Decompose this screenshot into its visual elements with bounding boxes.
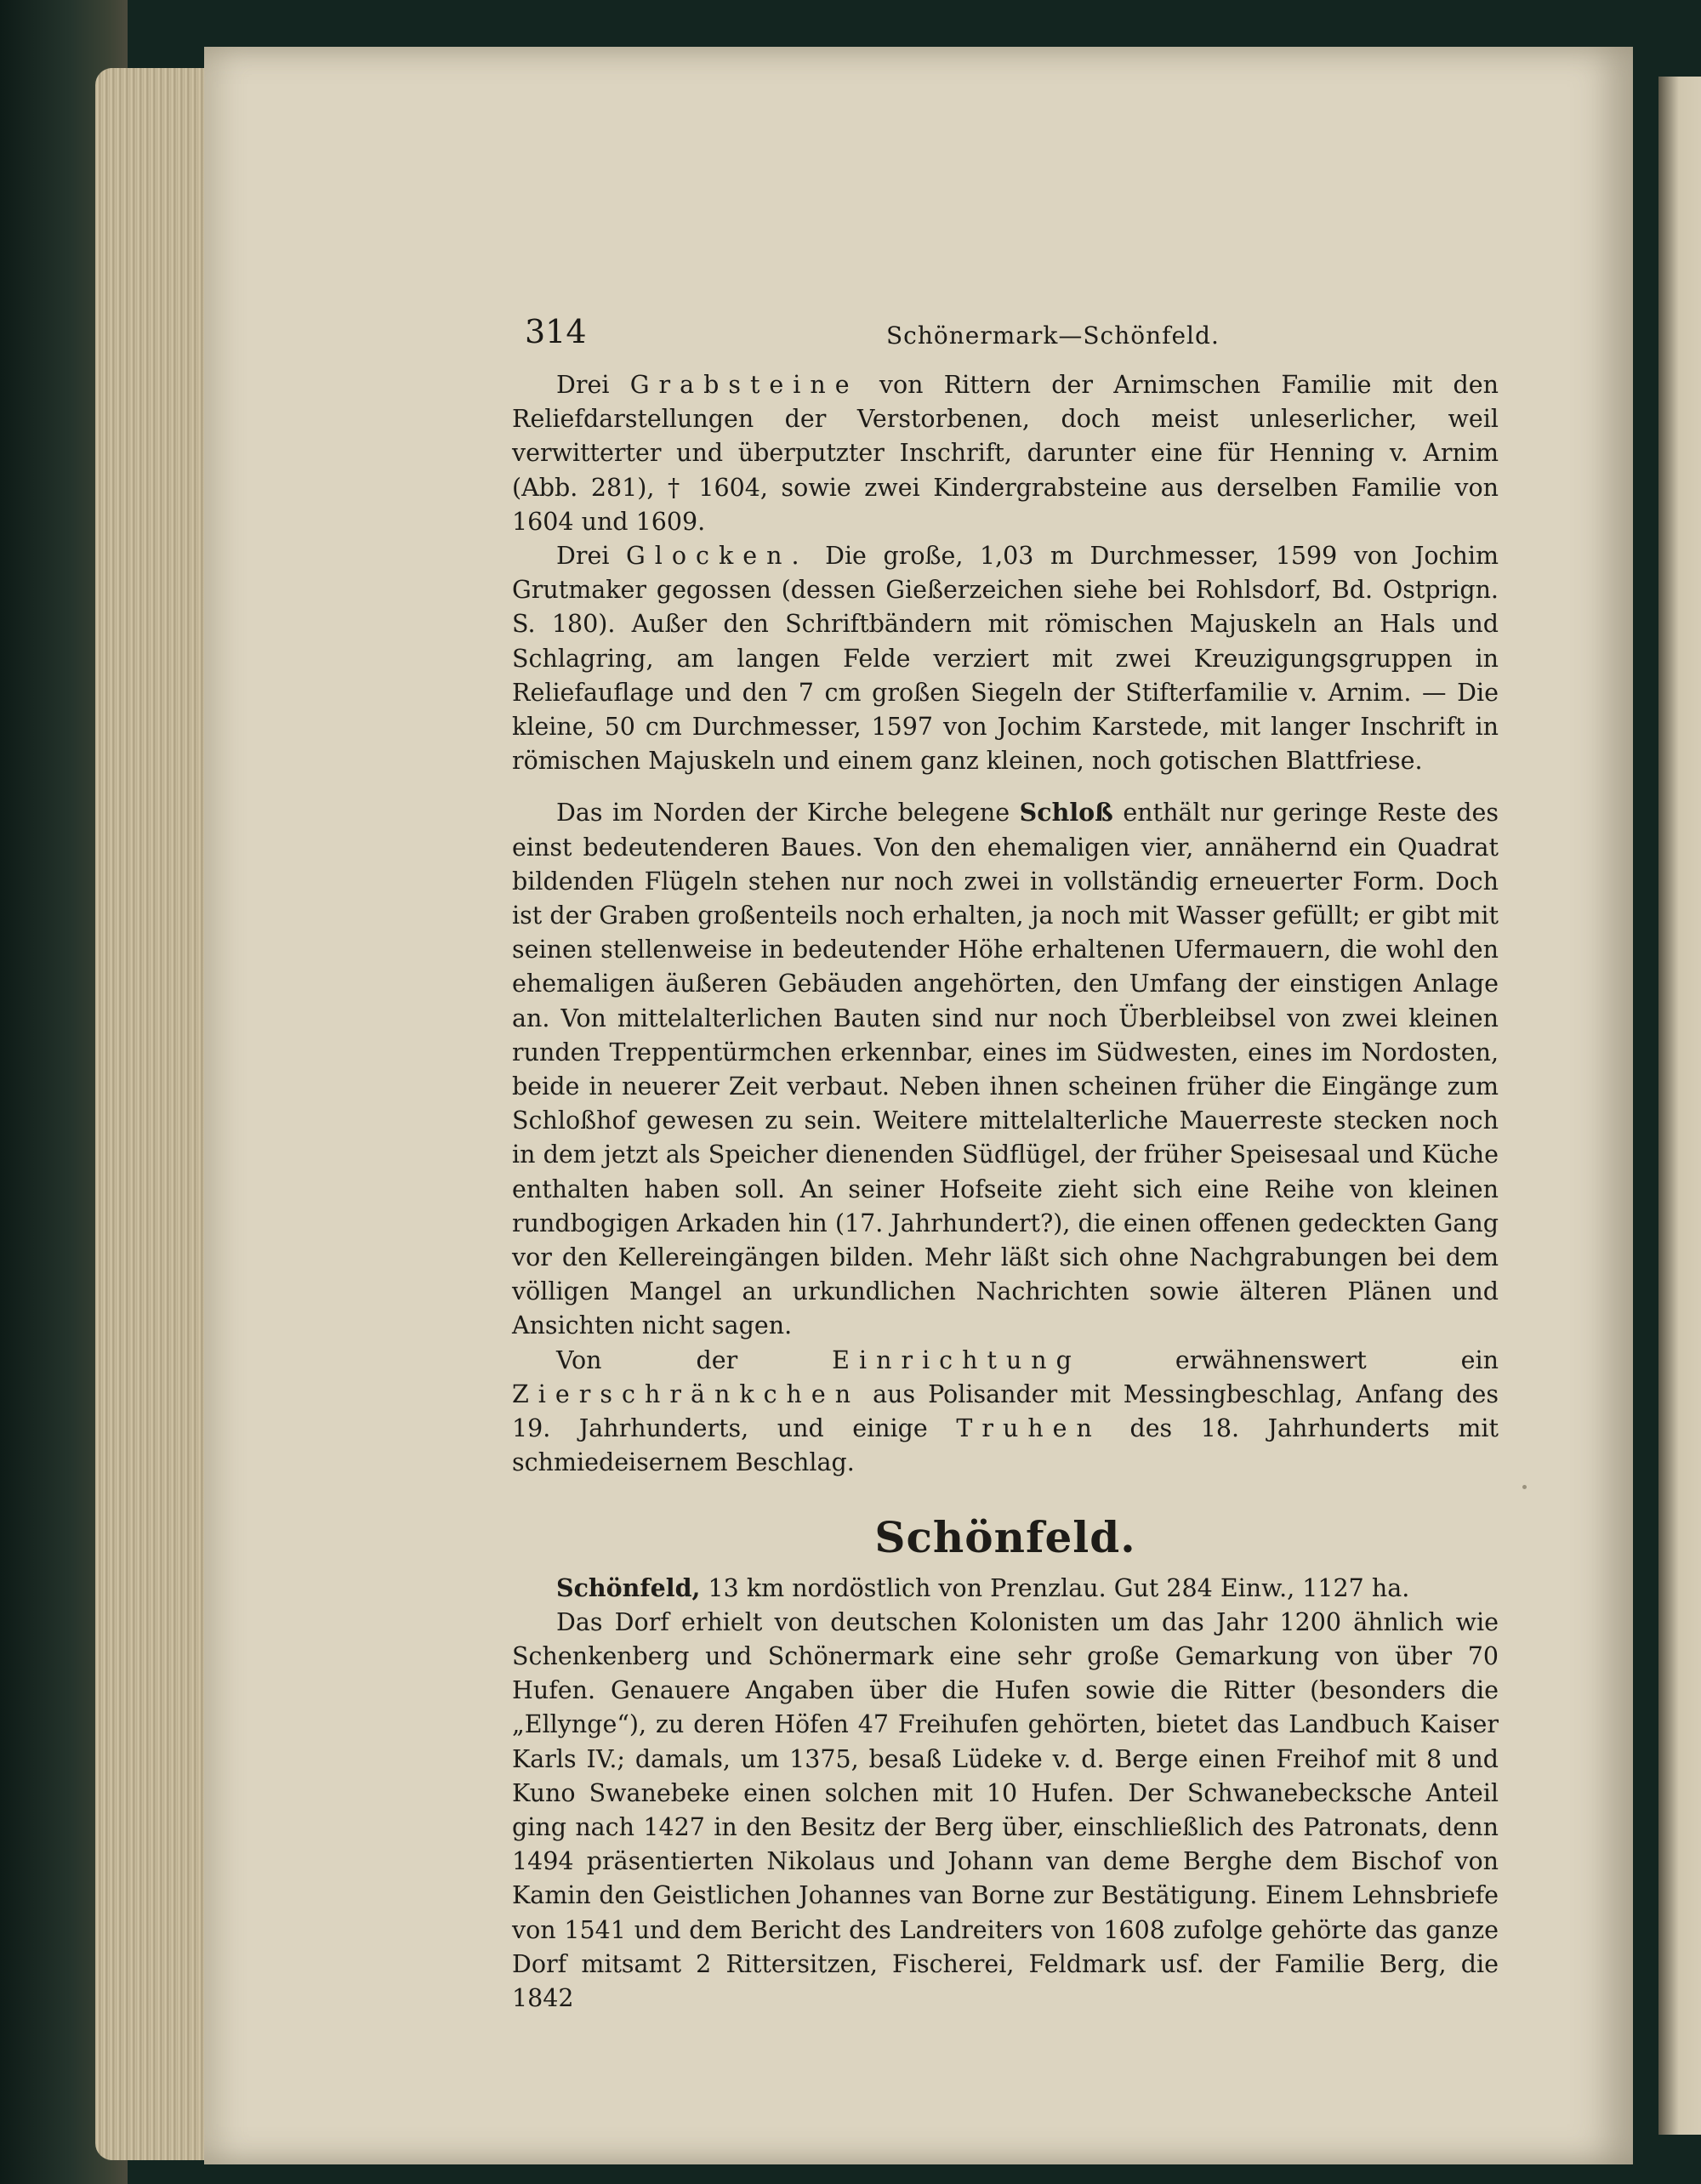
spaced-term: Einrichtung	[832, 1345, 1081, 1374]
paragraph-schoenfeld-history: Das Dorf erhielt von deutschen Kolonisten um das Jahr 1200 ähnlich wie Schenkenberg und Schönermark eine sehr große Gemarkung von über 70 Hufen. Genauere Angaben über die Hufen sowie die Ritter (besonders die „Ellynge“), zu deren Höfen 47 Freihufen gehörten, bietet das Landbuch Kaiser Karls IV.; damals, um 1375, besaß Lüdeke v. d. Berge einen Freihof mit 8 und Kuno Swanebeke einen solchen mit 10 Hufen. Der Schwanebecksche Anteil ging nach 1427 in den Besitz der Berg über, einschließlich des Patronats, denn 1494 präsentierten Nikolaus und Johann van deme Berghe dem Bischof von Kamin den Geistlichen Johannes van Borne zur Bestätigung. Einem Lehnsbriefe von 1541 und dem Bericht des Landreiters von 1608 zufolge gehörte das ganze Dorf mitsamt 2 Rittersitzen, Fischerei, Feldmark usf. der Familie Berg, die 1842	[512, 1607, 1499, 2012]
running-head	[525, 313, 1494, 364]
page-speck	[1522, 1485, 1527, 1489]
text-run: erwähnenswert ein	[1080, 1345, 1499, 1374]
spaced-term: Glocken.	[626, 542, 809, 571]
text-run: des 18. Jahrhunderts mit schmiedeisernem Beschlag.	[512, 1414, 1499, 1477]
text-run: Drei	[556, 371, 630, 399]
text-run: enthält nur geringe Reste des einst bedeutenderen Baues. Von den ehemaligen vier, annähernd ein Quadrat bildenden Flügeln stehen nur noch zwei in vollständig erneuerter Form. Doch ist der Graben großenteils noch erhalten, ja noch mit Wasser gefüllt; er gibt mit seinen stellenweise in bedeutender Höhe erhaltenen Ufermauern, die wohl den ehemaligen äußeren Gebäuden angehörten, den Umfang der einstigen Anlage an. Von mittelalterlichen Bauten sind nur noch Überbleibsel von zwei kleinen runden Treppentürmchen erkennbar, eines im Südwesten, eines im Nordosten, beide in neuerer Zeit verbaut. Neben ihnen scheinen früher die Eingänge zum Schloßhof gewesen zu sein. Weitere mittelalterliche Mauerreste stecken noch in dem jetzt als Speicher dienenden Südflügel, der früher Speisesaal und Küche enthalten haben soll. An seiner Hofseite zieht sich eine Reihe von kleinen rundbogigen Arkaden hin (17. Jahrhundert?), die einen offenen gedeckten Gang vor den Kellereingängen bilden. Mehr läßt sich ohne Nachgrabungen bei dem völligen Mangel an urkundlichen Nachrichten sowie älteren Plänen und Ansichten nicht sagen.	[512, 799, 1499, 1340]
paragraph-einrichtung	[512, 1344, 1499, 1481]
bold-term: Schloß	[1019, 798, 1113, 828]
text-run: 13 km nordöstlich von Prenzlau. Gut 284 Einw., 1127 ha.	[700, 1573, 1410, 1602]
paragraph-schloss	[512, 795, 1499, 1343]
text-run: Drei	[556, 542, 626, 571]
text-run: aus Polisander mit Messingbeschlag, Anfang des 19. Jahrhunderts, und einige	[512, 1379, 1499, 1443]
text-run: Die große, 1,03 m Durchmesser, 1599 von Jochim Grutmaker gegossen (dessen Gießerzeichen siehe bei Rohlsdorf, Bd. Ostprign. S. 180). Außer den Schriftbändern mit römischen Majuskeln an Hals und Schlagring, am langen Felde verziert mit zwei Kreuzigungsgruppen in Reliefauflage und den 7 cm großen Siegeln der Stifterfamilie v. Arnim. — Die kleine, 50 cm Durchmesser, 1597 von Jochim Karstede, mit langer Inschrift in römischen Majuskeln und einem ganz kleinen, noch gotischen Blattfriese.	[512, 542, 1499, 776]
text-run: von Rittern der Arnimschen Familie mit den Reliefdarstellungen der Verstorbenen, doch meist unleserlicher, weil verwitterter und überputzter Inschrift, darunter eine für Henning v. Arnim (Abb. 281), † 1604, sowie zwei Kindergrabsteine aus derselben Familie von 1604 und 1609.	[512, 371, 1499, 536]
running-head-title: Schönermark—Schönfeld.	[886, 321, 1220, 350]
bold-term: Schönfeld,	[556, 1573, 701, 1602]
page-number: 314	[525, 313, 587, 350]
spaced-term: Grabsteine	[629, 371, 859, 399]
text-run: Das im Norden der Kirche belegene	[556, 799, 1020, 828]
spaced-term: Zierschränkchen	[512, 1379, 861, 1408]
text-run: Von der	[556, 1345, 833, 1374]
facing-page-edge	[1658, 77, 1701, 2135]
paragraph-grabsteine	[512, 368, 1499, 539]
body-text	[512, 368, 1499, 2016]
spaced-term: Truhen	[956, 1414, 1101, 1443]
section-heading: Schönfeld.	[874, 1511, 1136, 1562]
paragraph-schoenfeld-intro	[512, 1571, 1499, 1606]
paragraph-glocken	[512, 539, 1499, 778]
